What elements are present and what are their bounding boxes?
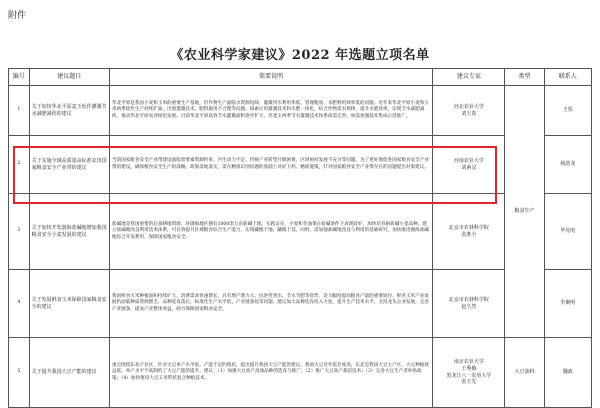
column-header-description: 简要说明 bbox=[109, 69, 432, 86]
row-topic: 关于加快开发渤海盐碱地增加我国粮食安全小麦发展的建议 bbox=[29, 194, 109, 270]
table-row bbox=[9, 86, 592, 136]
row-number: 4 bbox=[9, 270, 30, 338]
column-header-topic: 建议题目 bbox=[29, 69, 109, 86]
row-experts bbox=[433, 194, 505, 270]
row-number: 2 bbox=[9, 136, 30, 194]
table-row bbox=[9, 270, 592, 338]
expert-affiliation: 黑龙江八一农垦大学 bbox=[446, 372, 492, 379]
row-number: 5 bbox=[9, 338, 30, 408]
table-row bbox=[9, 136, 592, 194]
expert-affiliation: 北京市农林科学院 bbox=[448, 224, 489, 231]
row-topic: 关于实施全域高质量高标准农田国家粮食安全产业带的建议 bbox=[29, 136, 109, 194]
document-title: 《农业科学家建议》2022 年选题立项名单 bbox=[170, 48, 430, 63]
row-experts bbox=[433, 136, 505, 194]
column-header-contact: 联系人 bbox=[544, 69, 591, 86]
row-description: 我国鲜食玉米种植面积持续扩大、消费需求快速增长，具有增产潜力大、抗逆性突出、节水节肥等优势，是大幅度提高粮食产量的重要途径。鲜食玉米产业发展仍面临种质资源匮乏、品种选育落后、标准化生产水平低、产业链条短等问题。建议加大品种选育投入力度，提升生产技术水平，支持龙头企业发展，完善产业链条，提高产业整体效益，助力保障国家粮食安全。 bbox=[109, 270, 432, 338]
expert-affiliation: 南京农业大学 bbox=[453, 359, 484, 365]
row-description: 重点围绕东北产业区，针对大豆单产水平低、产能不足的现状，提出提升我国大豆产能的建议。我国大豆对外依存度高，东北是我国大豆主产区，大豆种植效益低、单产水平不高制约了大豆产能的提升。建议：（1）加强大豆高产高油品种的选育与推广；（2）推广大豆高产栽培技术；（3）完善大豆生产者补贴政策；（4）加快推进大豆玉米带状复合种植技术。 bbox=[109, 338, 432, 408]
row-topic: 关于加快华北平原麦玉轮作灌溉节水减肥减药的建议 bbox=[29, 86, 109, 136]
row-experts bbox=[433, 338, 505, 408]
row-category: 粮食生产 bbox=[505, 86, 544, 338]
row-topic: 关于发展鲜食玉米保障国家粮食安全的建议 bbox=[29, 270, 109, 338]
row-contact: 毕晃明 bbox=[544, 194, 591, 270]
table-row bbox=[9, 338, 592, 408]
column-header-experts: 建议专家 bbox=[433, 69, 505, 86]
attachment-label: 附件 bbox=[8, 11, 27, 21]
row-description: 华北平原是我国小麦和玉米的重要生产基地，但作物生产面临水资源短缺、灌溉用水利用率低、管理粗放、水肥利用效率低的问题。近年来华北平原小麦和玉米两季轮作生产持续扩面，出现灌溉技术、肥料施用不合理等问题。探索应用灌溉技术和水肥一体化，结合作物需水规律，提升水肥效率，实现节水减肥减药，推动华北平原农业绿色发展。目前华北平原高效节水灌溉面积逐步扩大，但麦玉两季节水灌溉技术体系尚需完善，亟需加强技术集成示范推广。 bbox=[109, 86, 432, 136]
row-number: 3 bbox=[9, 194, 30, 270]
expert-name: 赵久然 bbox=[461, 303, 477, 310]
project-table bbox=[8, 68, 592, 408]
row-contact: 魏政 bbox=[544, 338, 591, 408]
table-header-row bbox=[9, 69, 592, 86]
expert-name: 张胜全 bbox=[461, 231, 477, 238]
table-row bbox=[9, 194, 592, 270]
expert-name: 刘玉春 bbox=[461, 110, 477, 117]
expert-name: 张玉先 bbox=[461, 379, 477, 386]
expert-affiliation: 河南农业大学 bbox=[453, 157, 484, 164]
expert-affiliation: 河北农业大学 bbox=[453, 103, 484, 110]
expert-affiliation: 北京市农林科学院 bbox=[448, 296, 489, 303]
column-header-number: 编号 bbox=[9, 69, 30, 86]
row-contact: 王贺 bbox=[544, 86, 591, 136]
row-contact: 杨韵龙 bbox=[544, 136, 591, 194]
column-header-category: 类型 bbox=[505, 69, 544, 86]
row-experts bbox=[433, 270, 505, 338]
row-contact: 李聚明 bbox=[544, 270, 591, 338]
row-description: 当前国家粮食安全产业带建设面临着要素资源约束、内生动力不足、传统产业转型升级困难、区域协同发展不充分等问题。为了更好地促进国家粮食安全产业带的建设，确保粮食安全生产的战略、政策落地落实，需在精准识别问题的基础上对症下药、精准施策，针对国家粮食安全产业带存在的问题提出对策建议。 bbox=[109, 136, 432, 194]
expert-name: 王秀娥 bbox=[461, 365, 477, 372]
expert-name: 刘素汶 bbox=[461, 164, 477, 171]
row-topic: 关于提升我国大豆产能的建议 bbox=[29, 338, 109, 408]
row-number: 1 bbox=[9, 86, 30, 136]
row-category: 大豆油料 bbox=[505, 338, 544, 408]
row-description: 盐碱地是我国重要的后备耕地资源，环渤海地区拥有1000余万亩盐碱土地。实践证实，小麦和冬油菜在盐碱条件下表现较好，加快培育耐盐碱小麦品种，建立盐碱地改良利用技术体系，可有效提升区域粮食综合生产能力，实现藏粮于地、藏粮于技。同时，需加强盐碱地改良与利用的基础研究，加快推进渤海盐碱地综合开发利用，保障国家粮食安全。 bbox=[109, 194, 432, 270]
row-experts bbox=[433, 86, 505, 136]
